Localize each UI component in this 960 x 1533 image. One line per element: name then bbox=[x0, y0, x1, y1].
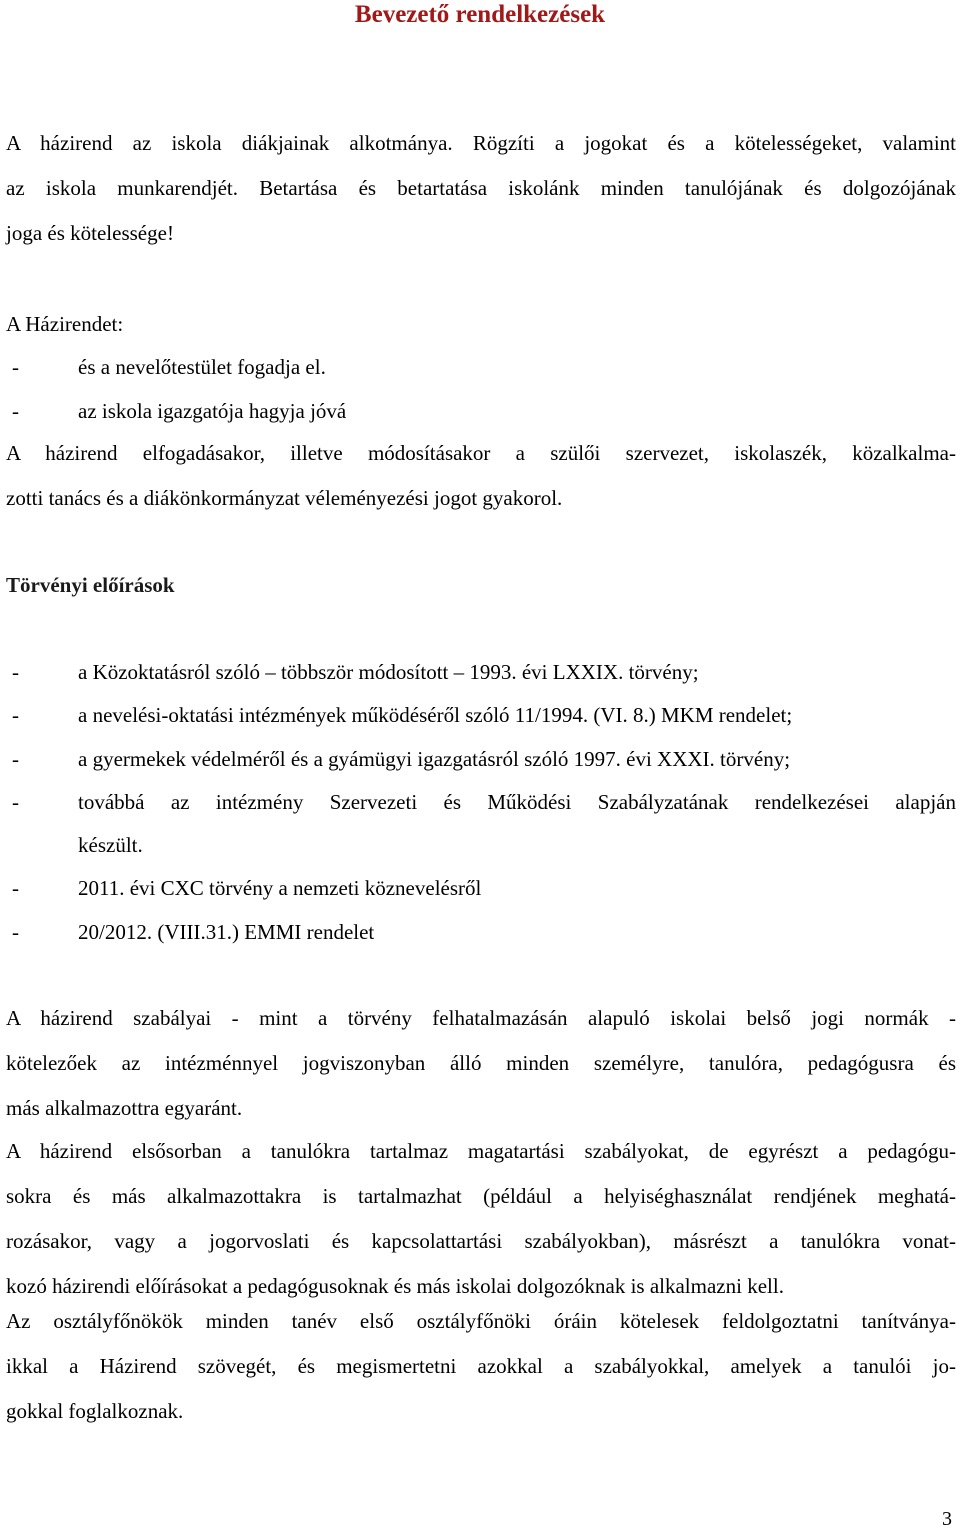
page-number: 3 bbox=[942, 1508, 952, 1530]
list-dash: - bbox=[12, 876, 19, 900]
legal-item-text: 20/2012. (VIII.31.) EMMI rendelet bbox=[78, 920, 375, 944]
list-dash: - bbox=[12, 660, 19, 684]
legal-item-text: a Közoktatásról szóló – többször módosított – 1993. évi LXXIX. törvény; bbox=[78, 660, 699, 684]
list-dash: - bbox=[12, 399, 19, 423]
rules-line: kozó házirendi előírásokat a pedagógusoknak és más iskolai dolgozóknak is alkalmazni kell. bbox=[6, 1274, 784, 1298]
rules-line: Az osztályfőnökök minden tanév első osztályfőnöki óráin kötelesek feldolgoztatni tanítványa- bbox=[6, 1309, 956, 1333]
intro-paragraph bbox=[6, 121, 956, 256]
legal-item-text: 2011. évi CXC törvény a nemzeti köznevelésről bbox=[78, 876, 482, 900]
adoption-note bbox=[6, 431, 956, 521]
rules-line: kötelezőek az intézménnyel jogviszonyban álló minden személyre, tanulóra, pedagógusra és bbox=[6, 1051, 956, 1075]
adoption-item-text: és a nevelőtestület fogadja el. bbox=[78, 355, 326, 379]
rules-paragraph-1 bbox=[6, 996, 956, 1131]
intro-line: joga és kötelessége! bbox=[6, 221, 174, 245]
rules-line: ikkal a Házirend szövegét, és megismertetni azokkal a szabályokkal, amelyek a tanulói jo- bbox=[6, 1354, 956, 1378]
legal-item-text: továbbá az intézmény Szervezeti és Működési Szabályzatának rendelkezései alapján bbox=[78, 790, 956, 814]
list-dash: - bbox=[12, 920, 19, 944]
legal-item-text: a nevelési-oktatási intézmények működéséről szóló 11/1994. (VI. 8.) MKM rendelet; bbox=[78, 703, 793, 727]
legal-heading: Törvényi előírások bbox=[6, 573, 175, 597]
legal-item-text: a gyermekek védelméről és a gyámügyi igazgatásról szóló 1997. évi XXXI. törvény; bbox=[78, 747, 791, 771]
list-dash: - bbox=[12, 790, 19, 814]
rules-line: gokkal foglalkoznak. bbox=[6, 1399, 184, 1423]
adoption-note-line: zotti tanács és a diákönkormányzat véleményezési jogot gyakorol. bbox=[6, 486, 563, 510]
rules-line: A házirend elsősorban a tanulókra tartalmaz magatartási szabályokat, de egyrészt a pedagógu- bbox=[6, 1139, 956, 1163]
rules-line: A házirend szabályai - mint a törvény felhatalmazásán alapuló iskolai belső jogi normák - bbox=[6, 1006, 956, 1030]
rules-line: más alkalmazottra egyaránt. bbox=[6, 1096, 243, 1120]
rules-paragraph-3 bbox=[6, 1299, 956, 1434]
adoption-item-text: az iskola igazgatója hagyja jóvá bbox=[78, 399, 347, 423]
legal-item-text: készült. bbox=[78, 833, 143, 857]
rules-paragraph-2 bbox=[6, 1129, 956, 1309]
list-dash: - bbox=[12, 703, 19, 727]
rules-line: sokra és más alkalmazottakra is tartalmazhat (például a helyiséghasználat rendjének meghatá- bbox=[6, 1184, 956, 1208]
rules-line: rozásakor, vagy a jogorvoslati és kapcsolattartási szabályokban), másrészt a tanulókra vonat- bbox=[6, 1229, 956, 1253]
intro-line: az iskola munkarendjét. Betartása és betartatása iskolánk minden tanulójának és dolgozójának bbox=[6, 176, 956, 200]
adoption-note-line: A házirend elfogadásakor, illetve módosításakor a szülői szervezet, iskolaszék, közalkalma- bbox=[6, 441, 956, 465]
intro-line: A házirend az iskola diákjainak alkotmánya. Rögzíti a jogokat és a kötelességeket, valamint bbox=[6, 131, 956, 155]
adoption-heading: A Házirendet: bbox=[6, 312, 124, 336]
list-dash: - bbox=[12, 747, 19, 771]
page-title: Bevezető rendelkezések bbox=[354, 1, 606, 28]
list-dash: - bbox=[12, 355, 19, 379]
